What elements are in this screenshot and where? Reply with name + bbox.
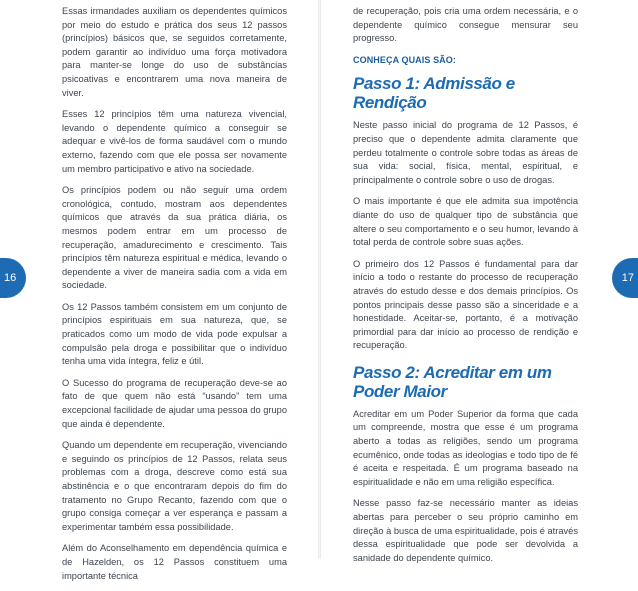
left-page-column: [62, 5, 287, 591]
paragraph: Neste passo inicial do programa de 12 Passos, é preciso que o dependente admita claramente que perdeu totalmente o controle sobre todas as áreas de sua vida: social, física, mental, espiritual, e principalmente o controle sobre o uso de drogas.: [353, 120, 578, 185]
paragraph: Além do Aconselhamento em dependência química e de Hazelden, os 12 Passos constituem uma importante técnica: [62, 543, 287, 581]
paragraph: Os princípios podem ou não seguir uma ordem cronológica, contudo, mostram aos dependentes químicos que através da sua prática diária, os mesmos podem entrar em um processo de recuperação, amadurecimento e crescimento. Tais princípios têm natureza espiritual e médica, levando o dependente a viver de maneira sadia com a vida em sociedade.: [62, 185, 287, 291]
paragraph: O mais importante é que ele admita sua impotência diante do uso de qualquer tipo de substância que altere o seu comportamento e o seu humor, levando à total perda de controle sobre suas ações.: [353, 196, 578, 248]
paragraph: O primeiro dos 12 Passos é fundamental para dar início a todo o restante do processo de recuperação através do estudo desse e dos demais princípios. Os pontos principais desse passo são a sinceridade e a honestidade. Aceitar-se, portanto, é a motivação primordial para dar início ao processo de rendição e recuperação.: [353, 258, 578, 351]
paragraph: Esses 12 princípios têm uma natureza vivencial, levando o dependente químico a conseguir se adequar e vivê-los de forma saudável com o mundo externo, fazendo com que ele possa ser novamente um membro participativo e ativo na sociedade.: [62, 109, 287, 174]
passo-1-heading: Passo 1: Admissão e Rendição: [353, 74, 515, 113]
page-number-left: 16: [0, 258, 26, 298]
paragraph: Essas irmandades auxiliam os dependentes químicos por meio do estudo e prática dos seus 12 passos (princípios) básicos que, se seguidos corretamente, podem garantir ao indivíduo uma força motivadora para manter-se longe do uso de substâncias psicoativas e encontrarem uma nova maneira de viver.: [62, 6, 287, 98]
section-subheading: CONHEÇA QUAIS SÃO:: [353, 54, 456, 65]
paragraph: Os 12 Passos também consistem em um conjunto de princípios espirituais em sua natureza, que, se praticados como um modo de vida pode expulsar a compulsão pela droga e possibilitar que o indivíduo tenha uma vida íntegra, feliz e útil.: [62, 301, 287, 367]
paragraph: Acreditar em um Poder Superior da forma que cada um compreende, mostra que esse é um programa aberto a todas as religiões, sendo um programa ecumênico, onde todas as ideologias e todo tipo de fé é aceita e respeitada. É um programa baseado na espiritualidade e não em uma religião específica.: [353, 408, 578, 487]
passo-2-heading: Passo 2: Acreditar em um Poder Maior: [353, 362, 552, 401]
paragraph: Quando um dependente em recuperação, vivenciando e seguindo os princípios de 12 Passos, relata seus problemas com a droga, descreve como está sua abstinência e o que encontraram depois do fim do tratamento no Grupo Recanto, fazendo com que o grupo consiga começar a ver esperança e passam a experimentar também essa possibilidade.: [62, 440, 287, 532]
paragraph: O Sucesso do programa de recuperação deve-se ao fato de que quem não está “usando” tem uma excepcional facilidade de ajudar uma pessoa do grupo que ainda é dependente.: [62, 377, 287, 429]
paragraph: Nesse passo faz-se necessário manter as ideias abertas para perceber o seu próprio caminho em direção à busca de uma espiritualidade, pois é através dessa espiritualidade que pode ser devolvida a sanidade do dependente químico.: [353, 498, 578, 563]
right-page-column: [353, 5, 578, 573]
paragraph: de recuperação, pois cria uma ordem necessária, e o dependente químico consegue mensurar seu progresso.: [353, 6, 578, 44]
page-gutter: [318, 0, 321, 559]
page-number-right: 17: [612, 258, 638, 298]
